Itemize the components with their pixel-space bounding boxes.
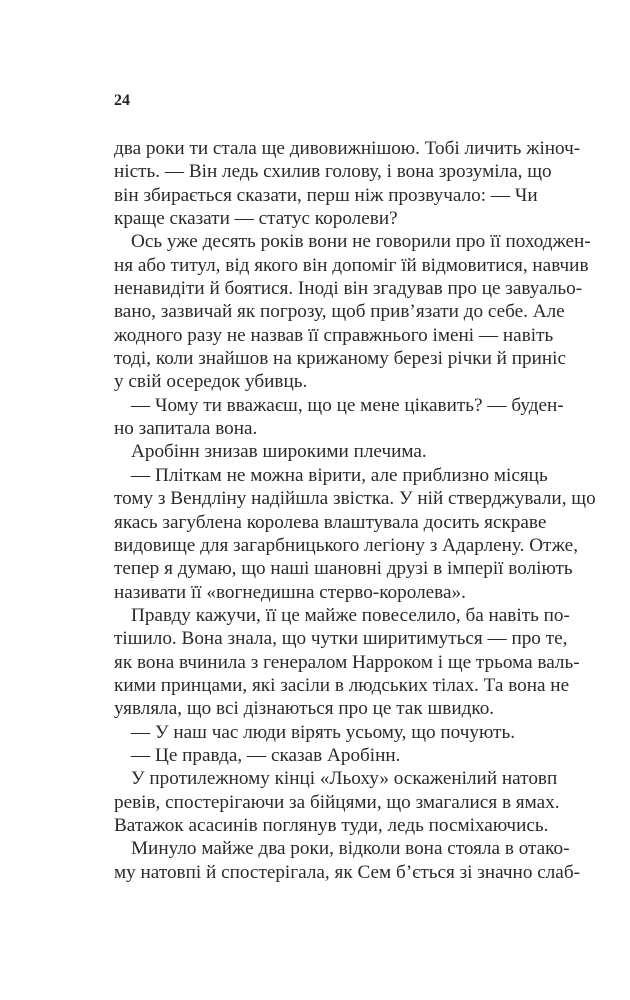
text-line: він збирається сказати, перш ніж прозвучало: — Чи <box>114 184 538 206</box>
text-line: тоді, коли знайшов на крижаному березі річки й приніс <box>114 348 566 370</box>
text-line: якась загублена королева влаштувала досить яскраве <box>114 511 547 533</box>
text-line: ність. — Він ледь схилив голову, і вона зрозуміла, що <box>114 161 552 183</box>
text-line: — Пліткам не можна вірити, але приблизно місяць <box>131 464 548 486</box>
text-line: жодного разу не назвав її справжнього імені — навіть <box>114 324 554 346</box>
text-line: ня або титул, від якого він допоміг їй відмовитися, навчив <box>114 254 589 276</box>
text-line: Минуло майже два роки, відколи вона стояла в отако- <box>131 838 570 860</box>
text-line: У протилежному кінці «Льоху» оскаженілий натовп <box>131 768 558 790</box>
text-line: Ватажок асасинів поглянув туди, ледь посміхаючись. <box>114 814 549 836</box>
text-line: тому з Вендліну надійшла звістка. У ній стверджували, що <box>114 488 596 510</box>
text-line: тепер я думаю, що наші шановні друзі в імперії воліють <box>114 558 573 580</box>
text-line: но запитала вона. <box>114 418 258 440</box>
text-line: уявляла, що всі дізнаються про це так швидко. <box>114 698 495 720</box>
body-text <box>114 137 596 884</box>
text-line: краще сказати — статус королеви? <box>114 208 398 230</box>
text-line: тішило. Вона знала, що чутки ширитимуться — про те, <box>114 628 568 650</box>
text-line: Ось уже десять років вони не говорили про її походжен- <box>131 231 591 253</box>
text-line: як вона вчинила з генералом Нарроком і ще трьома валь- <box>114 651 580 673</box>
text-line: Аробінн знизав широкими плечима. <box>131 441 427 463</box>
text-line: у свій осередок убивць. <box>114 371 308 393</box>
text-line: називати її «вогнедишна стерво-королева». <box>114 581 466 603</box>
text-line: ревів, спостерігаючи за бійцями, що змагалися в ямах. <box>114 791 560 813</box>
text-line: му натовпі й спостерігала, як Сем б’ється зі значно слаб- <box>114 861 580 883</box>
text-line: — Чому ти вважаєш, що це мене цікавить? — буден- <box>131 394 564 416</box>
text-line: видовище для загарбницького легіону з Адарлену. Отже, <box>114 534 578 556</box>
text-line: вано, зазвичай як погрозу, щоб прив’язати до себе. Але <box>114 301 565 323</box>
text-line: ненавидіти й боятися. Іноді він згадував про це завуальо- <box>114 278 583 300</box>
text-line: два роки ти стала ще дивовижнішою. Тобі личить жіноч- <box>114 138 581 159</box>
text-line: — У наш час люди вірять усьому, що почують. <box>131 721 515 743</box>
text-line: — Це правда, — сказав Аробінн. <box>131 744 401 766</box>
page-number: 24 <box>114 92 130 109</box>
text-line: кими принцами, які засіли в людських тілах. Та вона не <box>114 674 570 696</box>
text-line: Правду кажучи, її це майже повеселило, ба навіть по- <box>131 604 570 626</box>
